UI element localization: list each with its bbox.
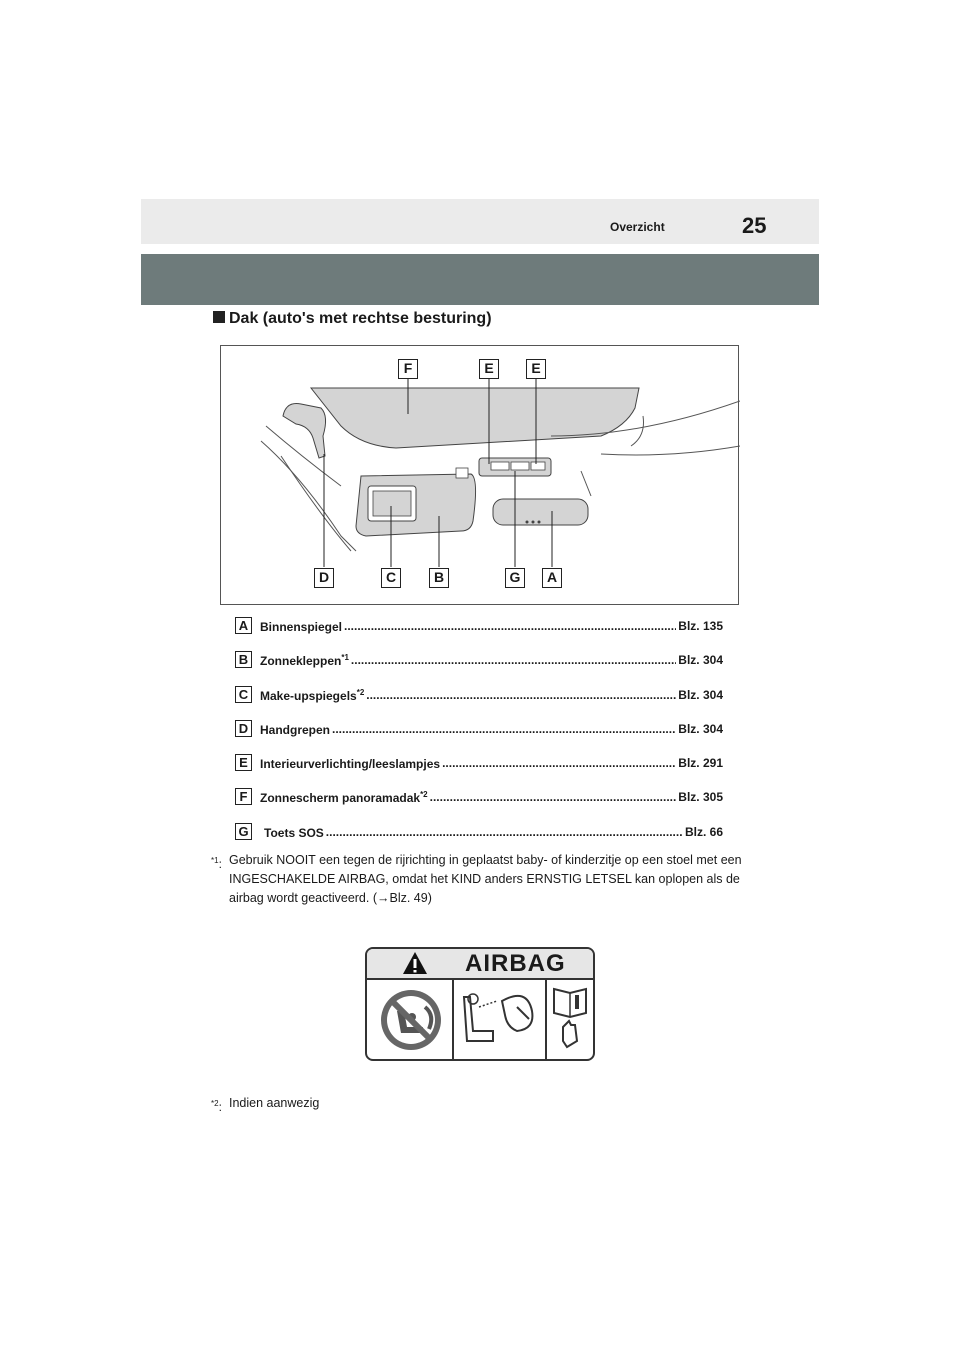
- item-letter: E: [235, 754, 252, 771]
- item-letter: D: [235, 720, 252, 737]
- page-ref-link[interactable]: Blz. 66: [684, 824, 723, 839]
- item-letter: A: [235, 617, 252, 634]
- page-ref-link[interactable]: Blz. 305: [678, 790, 723, 805]
- item-label: Zonnescherm panoramadak$^{*2}$: [260, 790, 428, 806]
- no-rear-facing-child-seat-icon: [381, 990, 441, 1050]
- list-item: [235, 614, 725, 648]
- section-title-text: Dak (auto's met rechtse besturing): [229, 310, 492, 327]
- component-list: [235, 614, 725, 854]
- callout-b: B: [429, 568, 449, 588]
- page-ref-link[interactable]: Blz. 304: [678, 687, 723, 702]
- airbag-word: AIRBAG: [465, 950, 566, 977]
- footnote-text: Gebruik NOOIT een tegen de rijrichting in geplaatst baby- of kinderzitje op een stoel met een INGESCHAKELDE AIRBAG, omdat het KIND anders ERNSTIG LETSEL kan oplopen als de airbag wordt geactiveerd. (→Blz. 49): [229, 853, 742, 905]
- item-letter: C: [235, 686, 252, 703]
- list-item: [235, 717, 725, 751]
- footnote-2: [211, 1094, 529, 1114]
- read-manual-icon: [554, 989, 586, 1047]
- square-bullet-icon: [213, 311, 225, 323]
- item-label: Zonnekleppen$^{*1}$: [260, 653, 349, 669]
- section-title: [213, 310, 492, 328]
- list-item: [235, 648, 725, 682]
- footnote-text: Indien aanwezig: [229, 1096, 320, 1110]
- item-letter: B: [235, 651, 252, 668]
- callout-e: E: [479, 359, 499, 379]
- warning-triangle-icon: [403, 952, 427, 974]
- item-letter: G: [235, 823, 252, 840]
- header-bar: [141, 199, 819, 244]
- callout-d: D: [314, 568, 334, 588]
- page-ref-link[interactable]: Blz. 291: [678, 756, 723, 771]
- footnote-marker: $^{*2}$:: [211, 1099, 222, 1114]
- page-number: 25: [742, 213, 767, 238]
- item-label: Interieurverlichting/leeslampjes: [260, 757, 441, 772]
- list-item: [235, 820, 725, 854]
- page-ref-link[interactable]: Blz. 304: [678, 721, 723, 736]
- item-label: Make-upspiegels$^{*2}$: [260, 687, 365, 703]
- airbag-pictograms: [367, 949, 595, 1061]
- header-band: [141, 254, 819, 305]
- page-ref-link[interactable]: Blz. 135: [678, 619, 723, 633]
- roof-illustration: [220, 345, 739, 605]
- list-item: [235, 751, 725, 785]
- callout-g: G: [505, 568, 525, 588]
- callout-a: A: [542, 568, 562, 588]
- callout-c: C: [381, 568, 401, 588]
- footnote-1: [211, 851, 749, 908]
- airbag-warning-label: [365, 947, 595, 1061]
- item-label: Binnenspiegel: [260, 620, 343, 634]
- roof-drawing: [221, 346, 740, 606]
- airbag-deploy-icon: [464, 994, 532, 1041]
- section-name: Overzicht: [610, 220, 665, 234]
- item-label: Toets SOS: [264, 825, 324, 840]
- item-letter: F: [235, 788, 252, 805]
- footnote-marker: $^{*1}$:: [211, 856, 222, 871]
- list-item: [235, 785, 725, 819]
- page-ref-link[interactable]: Blz. 304: [678, 653, 723, 668]
- callout-f: F: [398, 359, 418, 379]
- item-label: Handgrepen: [260, 722, 331, 737]
- callout-e: E: [526, 359, 546, 379]
- list-item: [235, 683, 725, 717]
